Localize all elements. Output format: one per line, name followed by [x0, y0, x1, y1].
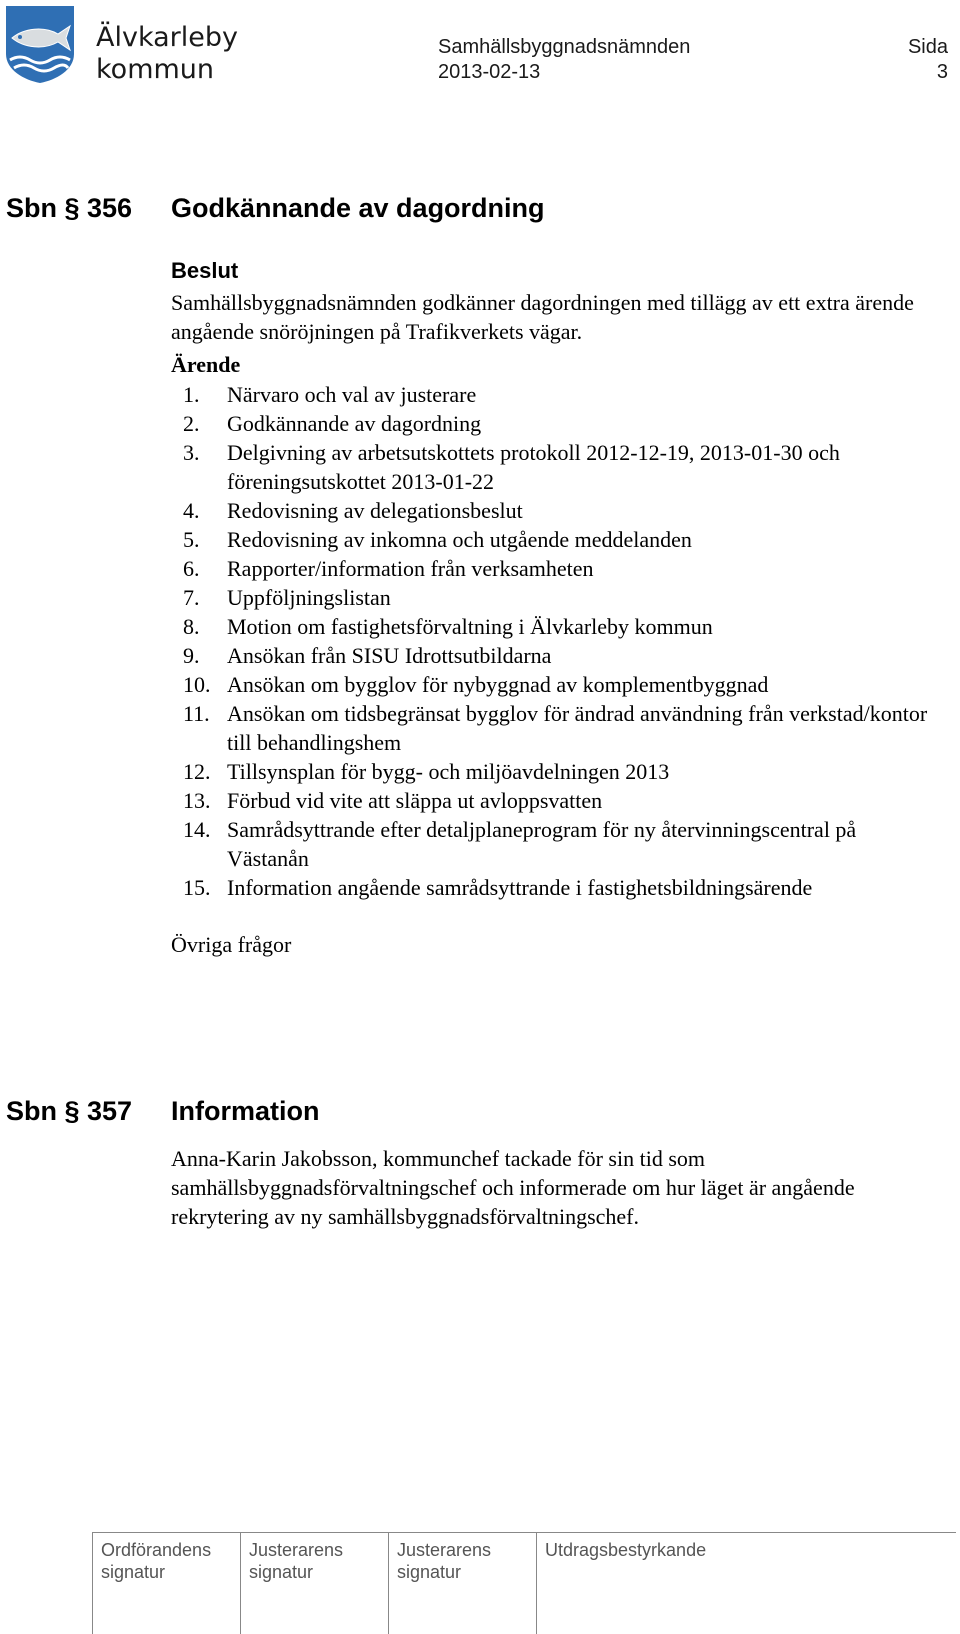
agenda-item-number: 14.	[183, 817, 211, 842]
meeting-date: 2013-02-13	[438, 61, 541, 83]
agenda-item-number: 5.	[183, 527, 200, 552]
agenda-item-text: Samrådsyttrande efter detaljplaneprogram för ny återvinningscentral på Västanån	[227, 817, 857, 871]
org-name-line1: Älvkarleby	[96, 22, 238, 53]
agenda-item-number: 2.	[183, 411, 200, 436]
fish-coat-of-arms-icon	[4, 4, 76, 84]
section-356-title: Godkännande av dagordning	[171, 193, 545, 223]
signature-label: Utdragsbestyrkande	[545, 1540, 707, 1560]
information-text: Anna-Karin Jakobsson, kommunchef tackade för sin tid som samhällsbyggnadsförvaltningschef och informerade om hur läget är angående rekrytering av ny samhällsbyggnadsförvaltningschef.	[171, 1146, 855, 1229]
section-357-id: Sbn § 357	[6, 1096, 133, 1126]
agenda-item	[171, 786, 931, 815]
beslut-text: Samhällsbyggnadsnämnden godkänner dagordningen med tillägg av ett extra ärende angående snöröjningen på Trafikverkets vägar.	[171, 290, 914, 344]
agenda-item-text: Tillsynsplan för bygg- och miljöavdelningen 2013	[227, 759, 670, 784]
section-356-id: Sbn § 356	[6, 193, 133, 223]
agenda-item	[171, 409, 931, 438]
signature-label: Ordförandens signatur	[101, 1540, 212, 1582]
agenda-item-number: 7.	[183, 585, 200, 610]
signature-row	[92, 1532, 956, 1634]
ovriga-fragor: Övriga frågor	[171, 932, 292, 957]
agenda-item-text: Närvaro och val av justerare	[227, 382, 477, 407]
agenda-item-number: 1.	[183, 382, 200, 407]
agenda-item	[171, 525, 931, 554]
agenda-list	[171, 380, 931, 902]
signature-box-chair	[92, 1533, 241, 1634]
signature-box-adjuster-2	[388, 1533, 537, 1634]
agenda-item-text: Redovisning av inkomna och utgående meddelanden	[227, 527, 692, 552]
signature-label: Justerarens signatur	[249, 1540, 344, 1582]
agenda-item-number: 10.	[183, 672, 211, 697]
committee-name: Samhällsbyggnadsnämnden	[438, 36, 691, 58]
agenda-item-text: Förbud vid vite att släppa ut avloppsvatten	[227, 788, 603, 813]
agenda-item	[171, 583, 931, 612]
agenda-item	[171, 641, 931, 670]
page-number: 3	[936, 61, 948, 83]
agenda-item-text: Redovisning av delegationsbeslut	[227, 498, 523, 523]
agenda-item-number: 12.	[183, 759, 211, 784]
agenda-item	[171, 496, 931, 525]
agenda-item	[171, 699, 931, 757]
agenda-item-text: Information angående samrådsyttrande i fastighetsbildningsärende	[227, 875, 813, 900]
agenda-item	[171, 554, 931, 583]
agenda-item-number: 15.	[183, 875, 211, 900]
agenda-item-text: Ansökan från SISU Idrottsutbildarna	[227, 643, 552, 668]
agenda-item-text: Ansökan om tidsbegränsat bygglov för ändrad användning från verkstad/kontor till behandlingshem	[227, 701, 928, 755]
agenda-item-number: 9.	[183, 643, 200, 668]
agenda-item	[171, 380, 931, 409]
agenda-item	[171, 670, 931, 699]
municipality-logo	[4, 4, 76, 84]
agenda-item-text: Ansökan om bygglov för nybyggnad av komplementbyggnad	[227, 672, 769, 697]
agenda-item	[171, 438, 931, 496]
agenda-item-text: Godkännande av dagordning	[227, 411, 482, 436]
agenda-item-number: 6.	[183, 556, 200, 581]
agenda-item	[171, 815, 931, 873]
org-name	[96, 22, 238, 86]
org-name-line2: kommun	[96, 54, 215, 85]
agenda-item-number: 8.	[183, 614, 200, 639]
agenda-item-number: 4.	[183, 498, 200, 523]
signature-box-certification	[536, 1533, 957, 1634]
signature-box-adjuster-1	[240, 1533, 389, 1634]
signature-label: Justerarens signatur	[397, 1540, 492, 1582]
beslut-heading: Beslut	[171, 258, 239, 283]
agenda-item	[171, 757, 931, 786]
agenda-item-number: 13.	[183, 788, 211, 813]
agenda-item	[171, 873, 931, 902]
agenda-item	[171, 612, 931, 641]
agenda-item-text: Uppföljningslistan	[227, 585, 391, 610]
section-357-title: Information	[171, 1096, 320, 1126]
arende-heading: Ärende	[171, 352, 241, 377]
agenda-item-text: Motion om fastighetsförvaltning i Älvkarleby kommun	[227, 614, 713, 639]
agenda-item-number: 3.	[183, 440, 200, 465]
agenda-item-text: Rapporter/information från verksamheten	[227, 556, 594, 581]
agenda-item-number: 11.	[183, 701, 210, 726]
page-label: Sida	[907, 36, 948, 58]
agenda-item-text: Delgivning av arbetsutskottets protokoll 2012-12-19, 2013-01-30 och föreningsutskottet 2013-01-22	[227, 440, 840, 494]
